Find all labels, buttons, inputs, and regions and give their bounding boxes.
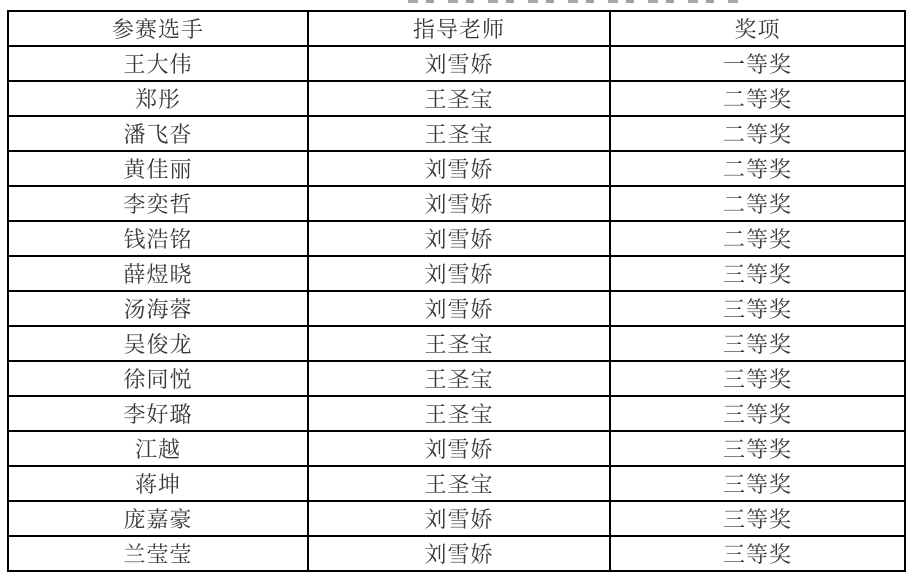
- teacher-cell: 王圣宝: [308, 396, 610, 431]
- award-results-table: [7, 10, 906, 572]
- table-row: [8, 46, 905, 81]
- award-cell: 三等奖: [610, 536, 905, 571]
- award-cell: 二等奖: [610, 221, 905, 256]
- player-cell: 王大伟: [8, 46, 308, 81]
- teacher-cell: 刘雪娇: [308, 431, 610, 466]
- award-cell: 一等奖: [610, 46, 905, 81]
- table-row: [8, 81, 905, 116]
- player-cell: 庞嘉豪: [8, 501, 308, 536]
- table-row: [8, 396, 905, 431]
- header-award: 奖项: [610, 11, 905, 46]
- award-cell: 三等奖: [610, 501, 905, 536]
- award-cell: 三等奖: [610, 291, 905, 326]
- teacher-cell: 王圣宝: [308, 81, 610, 116]
- teacher-cell: 王圣宝: [308, 326, 610, 361]
- award-cell: 二等奖: [610, 186, 905, 221]
- teacher-cell: 刘雪娇: [308, 256, 610, 291]
- teacher-cell: 刘雪娇: [308, 501, 610, 536]
- header-teacher: 指导老师: [308, 11, 610, 46]
- table-row: [8, 291, 905, 326]
- teacher-cell: 刘雪娇: [308, 291, 610, 326]
- table-row: [8, 361, 905, 396]
- table-row: [8, 536, 905, 571]
- teacher-cell: 刘雪娇: [308, 46, 610, 81]
- player-cell: 兰莹莹: [8, 536, 308, 571]
- table-row: [8, 256, 905, 291]
- table-row: [8, 186, 905, 221]
- teacher-cell: 刘雪娇: [308, 536, 610, 571]
- table-row: [8, 466, 905, 501]
- award-cell: 二等奖: [610, 116, 905, 151]
- player-cell: 黄佳丽: [8, 151, 308, 186]
- teacher-cell: 王圣宝: [308, 116, 610, 151]
- table-row: [8, 326, 905, 361]
- teacher-cell: 刘雪娇: [308, 151, 610, 186]
- player-cell: 钱浩铭: [8, 221, 308, 256]
- player-cell: 薛煜晓: [8, 256, 308, 291]
- table-row: [8, 431, 905, 466]
- teacher-cell: 王圣宝: [308, 466, 610, 501]
- table-row: [8, 221, 905, 256]
- player-cell: 江越: [8, 431, 308, 466]
- award-cell: 三等奖: [610, 326, 905, 361]
- teacher-cell: 刘雪娇: [308, 186, 610, 221]
- table-header-row: [8, 11, 905, 46]
- player-cell: 李好璐: [8, 396, 308, 431]
- table-row: [8, 151, 905, 186]
- player-cell: 汤海蓉: [8, 291, 308, 326]
- award-cell: 三等奖: [610, 396, 905, 431]
- player-cell: 徐同悦: [8, 361, 308, 396]
- table-row: [8, 116, 905, 151]
- player-cell: 李奕哲: [8, 186, 308, 221]
- award-cell: 二等奖: [610, 81, 905, 116]
- table-row: [8, 501, 905, 536]
- player-cell: 蒋坤: [8, 466, 308, 501]
- award-cell: 三等奖: [610, 256, 905, 291]
- teacher-cell: 王圣宝: [308, 361, 610, 396]
- award-cell: 三等奖: [610, 431, 905, 466]
- player-cell: 吴俊龙: [8, 326, 308, 361]
- player-cell: 郑彤: [8, 81, 308, 116]
- cropped-title-fragments: [408, 0, 738, 3]
- award-cell: 三等奖: [610, 466, 905, 501]
- player-cell: 潘飞沓: [8, 116, 308, 151]
- award-cell: 二等奖: [610, 151, 905, 186]
- teacher-cell: 刘雪娇: [308, 221, 610, 256]
- header-player: 参赛选手: [8, 11, 308, 46]
- award-cell: 三等奖: [610, 361, 905, 396]
